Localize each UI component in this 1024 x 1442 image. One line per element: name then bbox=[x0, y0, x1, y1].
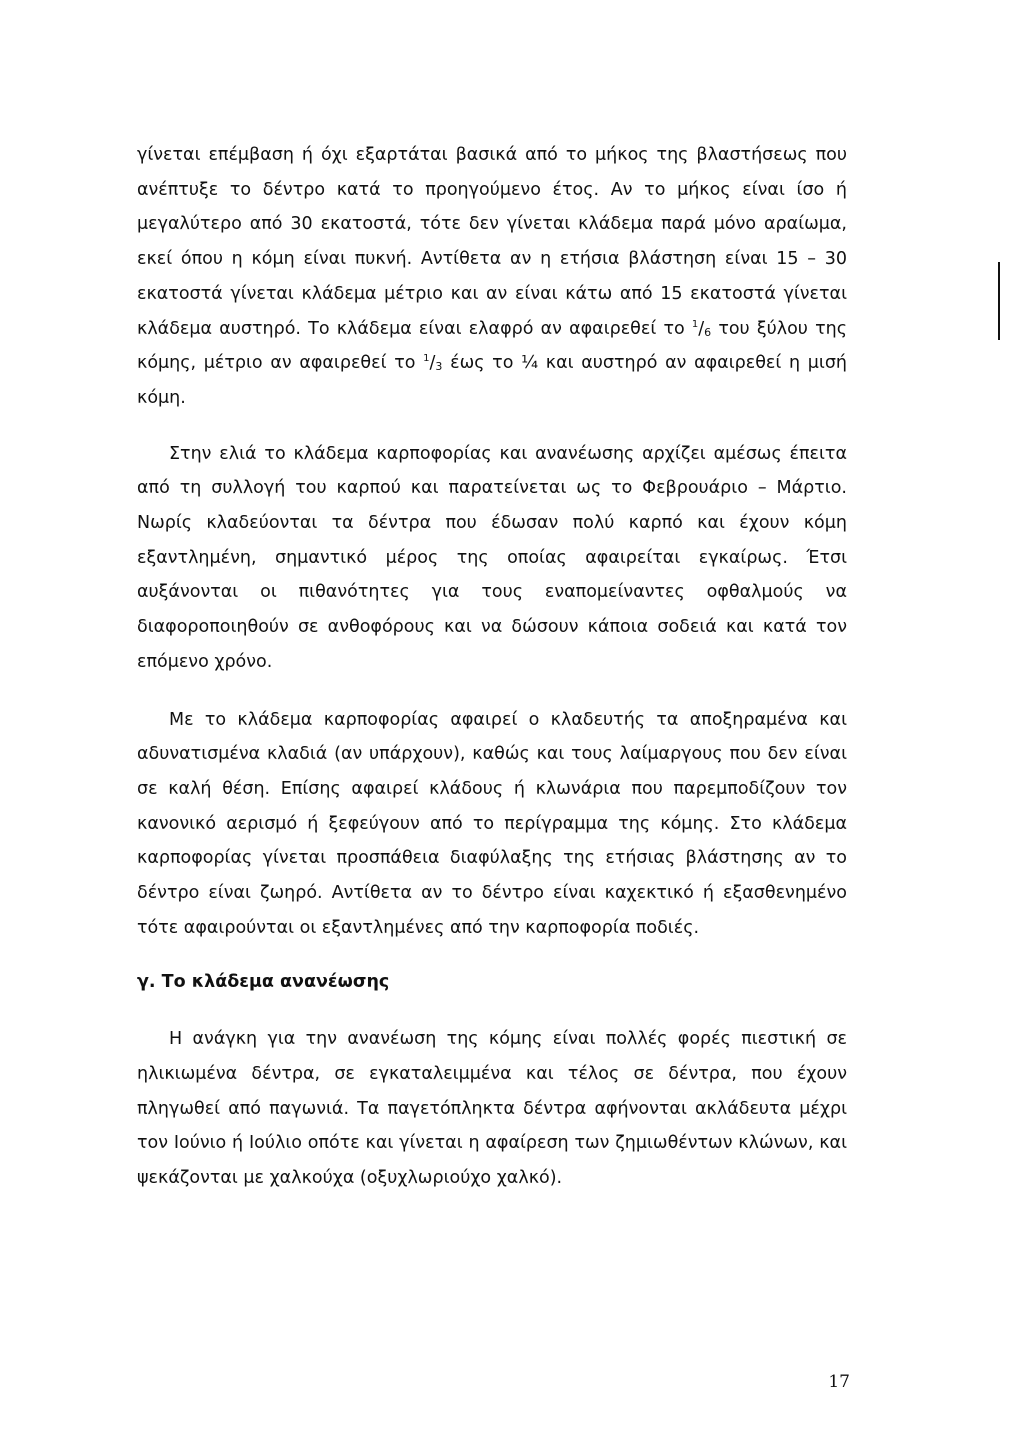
fraction-numerator: 1 bbox=[423, 353, 430, 365]
page-number: 17 bbox=[828, 1372, 850, 1392]
paragraph-fruiting-pruning: Με το κλάδεμα καρποφορίας αφαιρεί ο κλαδευτής τα αποξηραμένα και αδυνατισμένα κλαδιά (αν υπάρχουν), καθώς και τους λαίμαργους που δεν είναι σε καλή θέση. Επίσης αφαιρεί κλάδους ή κλωνάρια που παρεμποδίζουν τον κανονικό αερισμό ή ξεφεύγουν από το περίγραμμα της κόμης. Στο κλάδεμα καρποφορίας γίνεται προσπάθεια διαφύλαξης της ετήσιας βλάστησης αν το δέντρο είναι ζωηρό. Αντίθετα αν το δέντρο είναι καχεκτικό ή εξασθενημένο τότε αφαιρούνται οι εξαντλημένες από την καρποφορία ποδιές. bbox=[137, 709, 847, 938]
section-title: Το κλάδεμα ανανέωσης bbox=[161, 972, 390, 993]
paragraph-renewal-pruning: Η ανάγκη για την ανανέωση της κόμης είναι πολλές φορές πιεστική σε ηλικιωμένα δέντρα, σε εγκαταλειμμένα και τέλος σε δέντρα, που έχουν πληγωθεί από παγωνιά. Τα παγετόπληκτα δέντρα αφήνονται ακλάδευτα μέχρι τον Ιούνιο ή Ιούλιο οπότε και γίνεται η αφαίρεση των ζημιωθέντων κλώνων, και ψεκάζονται με χαλκούχα (οξυχλωριούχο χαλκό). bbox=[137, 1029, 847, 1188]
margin-rule bbox=[998, 262, 1000, 340]
paragraph-growth-length bbox=[137, 138, 847, 416]
fraction-denominator: 6 bbox=[704, 325, 712, 339]
paragraph-pruning-timing: Στην ελιά το κλάδεμα καρποφορίας και ανανέωσης αρχίζει αμέσως έπειτα από τη συλλογή του καρπού και παρατείνεται ως το Φεβρουάριο – Μάρτιο. Νωρίς κλαδεύονται τα δέντρα που έδωσαν πολύ καρπό και έχουν κόμη εξαντλημένη, σημαντικό μέρος της οποίας αφαιρείται εγκαίρως. Έτσι αυξάνονται οι πιθανότητες για τους εναπομείναντες οφθαλμούς να διαφοροποιηθούν σε ανθοφόρους και να δώσουν κάποια σοδειά και κατά τον επόμενο χρόνο. bbox=[137, 443, 847, 672]
fraction-numerator: 1 bbox=[691, 318, 699, 330]
fraction-one-sixth: $^1/_6$ bbox=[691, 318, 712, 339]
body-text bbox=[137, 138, 847, 1196]
fraction-one-third: $^1/_3$ bbox=[423, 353, 443, 374]
fraction-denominator: 3 bbox=[435, 360, 443, 374]
section-letter: γ. bbox=[137, 972, 156, 993]
paragraph-text: γίνεται επέμβαση ή όχι εξαρτάται βασικά από το μήκος της βλαστήσεως που ανέπτυξε το δέντρο κατά το προηγούμενο έτος. Αν το μήκος είναι ίσο ή μεγαλύτερο από 30 εκατοστά, τότε δεν γίνεται κλάδεμα παρά μόνο αραίωμα, εκεί όπου η κόμη είναι πυκνή. Αντίθετα αν η ετήσια βλάστηση είναι 15 – 30 εκατοστά γίνεται κλάδεμα μέτριο και αν είναι κάτω από 15 εκατοστά γίνεται κλάδεμα αυστηρό. Το κλάδεμα είναι ελαφρό αν αφαιρεθεί το bbox=[137, 145, 847, 339]
section-heading bbox=[137, 965, 847, 1000]
paragraph-text: του ξύλου της κόμης, μέτριο αν αφαιρεθεί το bbox=[137, 318, 847, 374]
paragraph-text: έως το ¼ και αυστηρό αν αφαιρεθεί η μισή κόμη. bbox=[137, 353, 847, 408]
